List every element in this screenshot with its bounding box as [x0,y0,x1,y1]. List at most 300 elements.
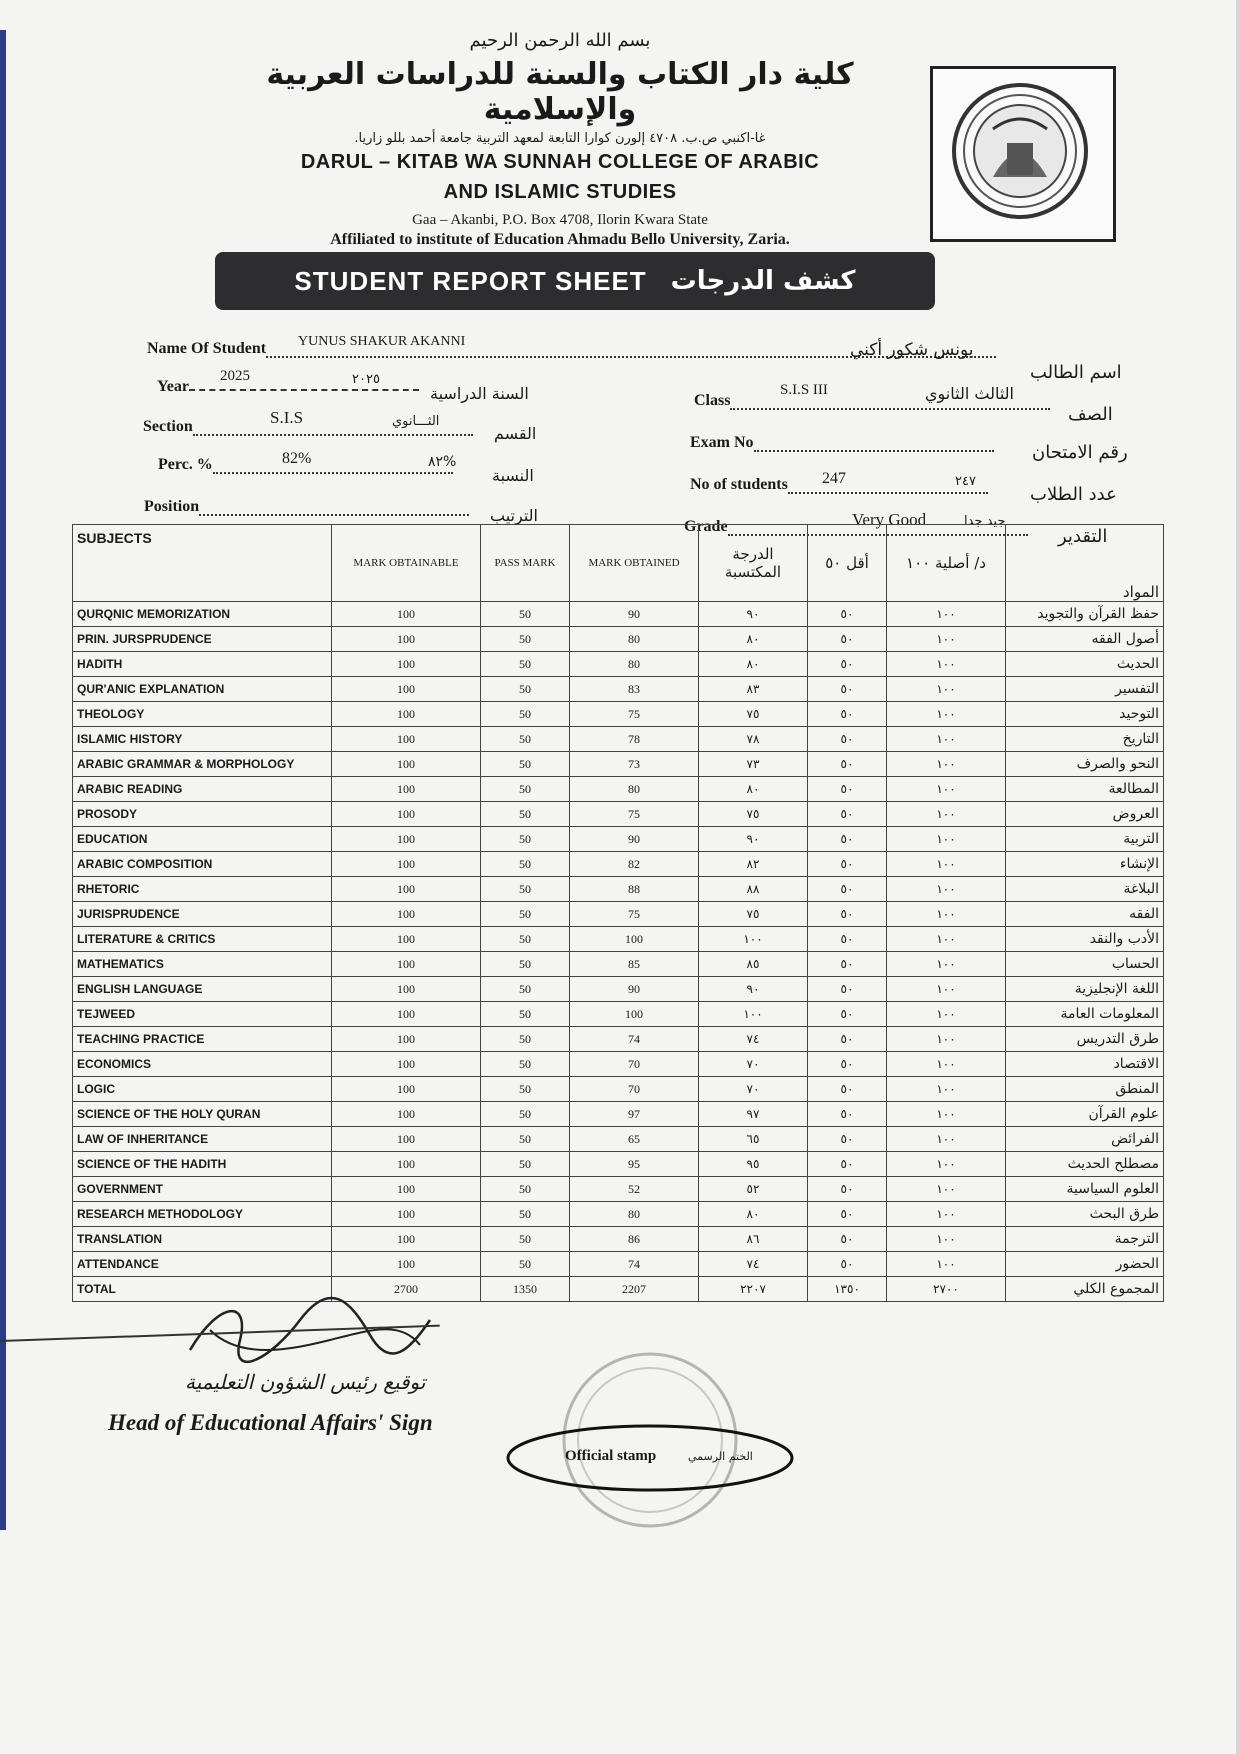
mark-obtainable: 100 [332,827,481,852]
max-mark-arabic: ١٠٠ [887,1102,1006,1127]
mark-obtained: 80 [570,1202,699,1227]
min-mark-arabic: ٥٠ [808,977,887,1002]
min-mark-arabic: ٥٠ [808,927,887,952]
mark-obtained-arabic: ١٠٠ [699,927,808,952]
mark-obtained-arabic: ٩٠ [699,827,808,852]
mark-obtained: 80 [570,627,699,652]
affiliation-line: Affiliated to institute of Education Ahmadu Bello University, Zaria. [330,231,790,248]
min-mark-arabic: ٥٠ [808,1027,887,1052]
subject-name: ARABIC GRAMMAR & MORPHOLOGY [73,752,332,777]
table-row [73,1027,1164,1052]
table-row [73,1052,1164,1077]
mark-obtained: 80 [570,777,699,802]
percentage-value: 82% [282,450,312,467]
subject-name-arabic: علوم القرآن [1006,1102,1164,1127]
subject-name-arabic: الترجمة [1006,1227,1164,1252]
min-mark-arabic: ٥٠ [808,1002,887,1027]
mark-obtained: 83 [570,677,699,702]
min-mark-arabic: ٥٠ [808,677,887,702]
class-value: S.I.S III [780,382,828,398]
mark-obtained: 90 [570,827,699,852]
mark-obtained-arabic: ٨٢ [699,852,808,877]
mark-obtainable: 100 [332,602,481,627]
pass-mark: 50 [481,802,570,827]
student-name-label: Name Of Student [147,340,267,357]
mark-obtainable: 100 [332,677,481,702]
max-mark-arabic: ١٠٠ [887,877,1006,902]
class-label-arabic: الصف [1068,404,1113,425]
percentage-label-arabic: النسبة [492,466,534,485]
mark-obtainable: 100 [332,652,481,677]
mark-obtained: 75 [570,702,699,727]
min-mark-arabic: ٥٠ [808,902,887,927]
max-mark-arabic: ١٠٠ [887,652,1006,677]
max-mark-arabic: ١٠٠ [887,602,1006,627]
subject-name-arabic: المعلومات العامة [1006,1002,1164,1027]
mark-obtained: 100 [570,1002,699,1027]
mark-obtained: 97 [570,1102,699,1127]
year-value: 2025 [220,368,250,384]
table-row [73,727,1164,752]
percentage-label: Perc. % [158,456,213,473]
subject-name: ISLAMIC HISTORY [73,727,332,752]
year-label: Year [157,378,189,395]
subject-name-arabic: الحضور [1006,1252,1164,1277]
subject-name-arabic: أصول الفقه [1006,627,1164,652]
grade-value-arabic: جيد جدا [964,514,1006,529]
max-mark-arabic: ١٠٠ [887,1202,1006,1227]
subject-name: QUR'ANIC EXPLANATION [73,677,332,702]
subject-name: ARABIC READING [73,777,332,802]
pass-mark-header: PASS MARK [481,525,570,602]
max-mark-arabic: ١٠٠ [887,1052,1006,1077]
signature-scribble-icon [180,1290,440,1380]
mark-obtainable: 100 [332,1227,481,1252]
section-label: Section [143,418,193,435]
college-logo [930,66,1116,242]
min-mark-arabic: ٥٠ [808,1152,887,1177]
pass-mark: 50 [481,1102,570,1127]
mark-obtained: 90 [570,977,699,1002]
min-mark-arabic: ٥٠ [808,752,887,777]
subject-name: TRANSLATION [73,1227,332,1252]
subject-name: PRIN. JURSPRUDENCE [73,627,332,652]
min-mark-arabic: ٥٠ [808,1252,887,1277]
mark-obtained-arabic: ٨٠ [699,652,808,677]
subject-name-arabic: البلاغة [1006,877,1164,902]
subject-name: ECONOMICS [73,1052,332,1077]
college-name-english-line1: DARUL – KITAB WA SUNNAH COLLEGE OF ARABIC [300,151,820,173]
mark-obtainable: 100 [332,702,481,727]
subject-name: TEJWEED [73,1002,332,1027]
mark-obtainable: 100 [332,902,481,927]
table-row [73,627,1164,652]
section-value-arabic: الثـــانوي [392,414,440,429]
subject-name-arabic: المطالعة [1006,777,1164,802]
class-label: Class [694,392,731,409]
max-mark-arabic: ١٠٠ [887,802,1006,827]
subject-name-arabic: النحو والصرف [1006,752,1164,777]
pass-mark: 50 [481,727,570,752]
student-name-value-arabic: يونس شكور أكني [850,340,974,360]
mark-obtainable: 100 [332,627,481,652]
year-value-arabic: ٢٠٢٥ [352,372,380,387]
subject-name-arabic: الحديث [1006,652,1164,677]
mark-obtained-arabic: ٧٤ [699,1252,808,1277]
mark-obtained-arabic: ٩٠ [699,977,808,1002]
exam-no-label-arabic: رقم الامتحان [1032,442,1128,463]
bismillah: بسم الله الرحمن الرحيم [469,30,651,51]
min-mark-arabic: ٥٠ [808,1127,887,1152]
college-address-english: Gaa – Akanbi, P.O. Box 4708, Ilorin Kwara State [412,212,708,228]
student-name-label-arabic: اسم الطالب [1030,362,1122,383]
subject-name: ATTENDANCE [73,1252,332,1277]
table-row [73,1177,1164,1202]
subject-name-arabic: المجموع الكلي [1006,1277,1164,1302]
max-mark-arabic: ٢٧٠٠ [887,1277,1006,1302]
pass-mark: 50 [481,677,570,702]
subject-name-arabic: الفرائض [1006,1127,1164,1152]
min-mark-arabic: ٥٠ [808,1052,887,1077]
subject-name: THEOLOGY [73,702,332,727]
subject-name-arabic: الاقتصاد [1006,1052,1164,1077]
max-mark-arabic: ١٠٠ [887,752,1006,777]
subject-name: ENGLISH LANGUAGE [73,977,332,1002]
mark-obtained-arabic: ٩٠ [699,602,808,627]
subject-name: TOTAL [73,1277,332,1302]
subject-name-arabic: حفظ القرآن والتجويد [1006,602,1164,627]
pass-mark: 50 [481,902,570,927]
mark-obtained-arabic: ٨٠ [699,627,808,652]
max-mark-arabic: ١٠٠ [887,902,1006,927]
max-mark-arabic: ١٠٠ [887,1077,1006,1102]
pass-mark: 50 [481,1177,570,1202]
report-title-banner [215,252,935,310]
mark-obtainable: 100 [332,1152,481,1177]
subject-name-arabic: المنطق [1006,1077,1164,1102]
student-name-value: YUNUS SHAKUR AKANNI [298,334,466,349]
min-mark-arabic: ٥٠ [808,802,887,827]
subject-name: SCIENCE OF THE HOLY QURAN [73,1102,332,1127]
stamp-label-arabic: الختم الرسمي [688,1450,753,1463]
table-row [73,752,1164,777]
mark-obtained: 90 [570,602,699,627]
signature-label-arabic: توقيع رئيس الشؤون التعليمية [185,1370,426,1394]
subjects-arabic-header: المواد [1006,525,1164,602]
mark-obtained-arabic: ٨٣ [699,677,808,702]
max-mark-arabic: ١٠٠ [887,777,1006,802]
min-mark-arabic: ١٣٥٠ [808,1277,887,1302]
min-mark-arabic: ٥٠ [808,627,887,652]
table-row [73,777,1164,802]
mark-obtained: 70 [570,1052,699,1077]
max-arabic-header: د/ أصلية ١٠٠ [887,525,1006,602]
mark-obtained: 88 [570,877,699,902]
mark-obtainable: 100 [332,877,481,902]
max-mark-arabic: ١٠٠ [887,927,1006,952]
subject-name-arabic: الفقه [1006,902,1164,927]
min-mark-arabic: ٥٠ [808,1202,887,1227]
pass-mark: 50 [481,1227,570,1252]
max-mark-arabic: ١٠٠ [887,1152,1006,1177]
mark-obtainable: 100 [332,1177,481,1202]
percentage-value-arabic: ٨٢% [428,454,457,470]
college-seal-icon [933,69,1107,233]
min-mark-arabic: ٥٠ [808,602,887,627]
pass-mark: 50 [481,1052,570,1077]
signature-label-english: Head of Educational Affairs' Sign [108,1410,433,1435]
max-mark-arabic: ١٠٠ [887,677,1006,702]
table-row [73,1077,1164,1102]
mark-obtained: 70 [570,1077,699,1102]
section-value: S.I.S [270,408,304,427]
mark-obtained: 85 [570,952,699,977]
students-count-label: No of students [690,476,788,493]
mark-obtained: 65 [570,1127,699,1152]
subject-name: MATHEMATICS [73,952,332,977]
college-header [200,30,920,249]
mark-obtainable: 100 [332,1002,481,1027]
mark-obtainable: 100 [332,1102,481,1127]
mark-obtained-arabic: ١٠٠ [699,1002,808,1027]
subject-name: PROSODY [73,802,332,827]
mark-obtained: 74 [570,1027,699,1052]
min-mark-arabic: ٥٠ [808,877,887,902]
subject-name-arabic: العروض [1006,802,1164,827]
subject-name-arabic: التربية [1006,827,1164,852]
table-row [73,802,1164,827]
mark-obtained-arabic: ٧٨ [699,727,808,752]
class-value-arabic: الثالث الثانوي [925,384,1014,403]
mark-obtained-arabic: ٩٥ [699,1152,808,1177]
subject-name: HADITH [73,652,332,677]
subject-name: EDUCATION [73,827,332,852]
pass-mark: 50 [481,827,570,852]
max-mark-arabic: ١٠٠ [887,1252,1006,1277]
pass-mark: 50 [481,1202,570,1227]
mark-obtainable: 100 [332,1027,481,1052]
min-mark-arabic: ٥٠ [808,1102,887,1127]
subject-name-arabic: التفسير [1006,677,1164,702]
table-row [73,1202,1164,1227]
students-count-label-arabic: عدد الطلاب [1030,484,1117,505]
max-mark-arabic: ١٠٠ [887,1227,1006,1252]
max-mark-arabic: ١٠٠ [887,627,1006,652]
min-mark-arabic: ٥٠ [808,1077,887,1102]
max-mark-arabic: ١٠٠ [887,1177,1006,1202]
max-mark-arabic: ١٠٠ [887,852,1006,877]
students-count-value: 247 [822,470,846,487]
mark-obtained: 75 [570,902,699,927]
table-row [73,1127,1164,1152]
mark-obtained: 100 [570,927,699,952]
max-mark-arabic: ١٠٠ [887,952,1006,977]
subject-name-arabic: التاريخ [1006,727,1164,752]
subject-name-arabic: اللغة الإنجليزية [1006,977,1164,1002]
mark-obtained-arabic: ٧٠ [699,1052,808,1077]
pass-mark: 50 [481,652,570,677]
pass-mark: 50 [481,1027,570,1052]
mark-obtained: 52 [570,1177,699,1202]
min-arabic-header: أقل ٥٠ [808,525,887,602]
pass-mark: 50 [481,602,570,627]
table-row [73,1227,1164,1252]
pass-mark: 50 [481,877,570,902]
mark-obtained: 95 [570,1152,699,1177]
min-mark-arabic: ٥٠ [808,1177,887,1202]
mark-obtained-arabic: ٨٠ [699,777,808,802]
mark-obtained-arabic: ٩٧ [699,1102,808,1127]
pass-mark: 50 [481,1127,570,1152]
subject-name: LITERATURE & CRITICS [73,927,332,952]
exam-no-label: Exam No [690,434,754,451]
grades-table [72,524,1164,1302]
pass-mark: 50 [481,1152,570,1177]
mark-obtainable: 100 [332,977,481,1002]
table-row [73,602,1164,627]
page-left-edge [0,30,6,1530]
mark-obtainable: 100 [332,1252,481,1277]
mark-obtained-arabic: ٥٢ [699,1177,808,1202]
max-mark-arabic: ١٠٠ [887,1127,1006,1152]
pass-mark: 50 [481,952,570,977]
grade-label: Grade [684,518,728,535]
grade-value: Very Good [852,510,927,529]
subject-name: TEACHING PRACTICE [73,1027,332,1052]
min-mark-arabic: ٥٠ [808,827,887,852]
table-row [73,977,1164,1002]
official-stamp-icon [500,1340,820,1540]
grade-label-arabic: التقدير [1058,526,1108,547]
subject-name: JURISPRUDENCE [73,902,332,927]
mark-obtained: 80 [570,652,699,677]
mark-obtained: 73 [570,752,699,777]
page-right-edge [1236,0,1240,1754]
mark-obtained-arabic: ٨٨ [699,877,808,902]
mark-obtained: 86 [570,1227,699,1252]
mark-obtained-arabic: ٧٤ [699,1027,808,1052]
min-mark-arabic: ٥٠ [808,777,887,802]
pass-mark: 50 [481,1077,570,1102]
mark-obtained: 82 [570,852,699,877]
mark-obtained-arabic: ٧٥ [699,702,808,727]
mark-obtained: 75 [570,802,699,827]
position-label: Position [144,498,200,515]
mark-obtainable: 100 [332,927,481,952]
table-row [73,952,1164,977]
subject-name: RHETORIC [73,877,332,902]
pass-mark: 50 [481,852,570,877]
max-mark-arabic: ١٠٠ [887,1002,1006,1027]
min-mark-arabic: ٥٠ [808,852,887,877]
subject-name-arabic: طرق البحث [1006,1202,1164,1227]
mark-obtained-arabic: ٧٠ [699,1077,808,1102]
max-mark-arabic: ١٠٠ [887,827,1006,852]
table-row [73,702,1164,727]
table-row [73,927,1164,952]
position-label-arabic: الترتيب [490,506,538,525]
pass-mark: 1350 [481,1277,570,1302]
exam-no-field [690,434,994,452]
obtained-arabic-header: الدرجة المكتسبة [699,525,808,602]
mark-obtained-arabic: ٧٥ [699,902,808,927]
mark-obtained-arabic: ٨٥ [699,952,808,977]
max-mark-arabic: ١٠٠ [887,727,1006,752]
subject-name: ARABIC COMPOSITION [73,852,332,877]
subject-name-arabic: العلوم السياسية [1006,1177,1164,1202]
min-mark-arabic: ٥٠ [808,952,887,977]
mark-obtainable: 100 [332,852,481,877]
mark-obtainable: 100 [332,1202,481,1227]
mark-obtained-header: MARK OBTAINED [570,525,699,602]
pass-mark: 50 [481,627,570,652]
subject-name: QURQNIC MEMORIZATION [73,602,332,627]
min-mark-arabic: ٥٠ [808,652,887,677]
table-row [73,902,1164,927]
table-row [73,827,1164,852]
report-title-arabic: كشف الدرجات [670,266,856,296]
year-label-arabic: السنة الدراسية [430,384,529,403]
college-name-english-line2: AND ISLAMIC STUDIES [443,181,677,203]
college-address-arabic: غا-اكنبي ص.ب. ٤٧٠٨ إلورن كوارا التابعة لمعهد التربية جامعة أحمد بللو زاريا. [354,131,766,146]
mark-obtained-arabic: ٦٥ [699,1127,808,1152]
mark-obtained-arabic: ٨٠ [699,1202,808,1227]
position-field [144,498,469,516]
min-mark-arabic: ٥٠ [808,702,887,727]
mark-obtained: 74 [570,1252,699,1277]
subject-name: RESEARCH METHODOLOGY [73,1202,332,1227]
table-row [73,677,1164,702]
subject-name-arabic: الأدب والنقد [1006,927,1164,952]
table-row [73,1102,1164,1127]
mark-obtained-arabic: ٧٥ [699,802,808,827]
table-row [73,1002,1164,1027]
mark-obtained-arabic: ٢٢٠٧ [699,1277,808,1302]
mark-obtained-arabic: ٨٦ [699,1227,808,1252]
table-header-row [73,525,1164,602]
subject-name: LOGIC [73,1077,332,1102]
subject-name-arabic: طرق التدريس [1006,1027,1164,1052]
subject-name: SCIENCE OF THE HADITH [73,1152,332,1177]
report-title-english: STUDENT REPORT SHEET [294,265,647,296]
table-row [73,852,1164,877]
mark-obtainable: 100 [332,777,481,802]
grades-table-body [73,602,1164,1302]
pass-mark: 50 [481,927,570,952]
pass-mark: 50 [481,752,570,777]
subject-name-arabic: مصطلح الحديث [1006,1152,1164,1177]
pass-mark: 50 [481,1252,570,1277]
table-row [73,877,1164,902]
subject-name-arabic: الحساب [1006,952,1164,977]
mark-obtained-arabic: ٧٣ [699,752,808,777]
mark-obtainable-header: MARK OBTAINABLE [332,525,481,602]
mark-obtained: 2207 [570,1277,699,1302]
mark-obtainable: 2700 [332,1277,481,1302]
max-mark-arabic: ١٠٠ [887,1027,1006,1052]
mark-obtained: 78 [570,727,699,752]
mark-obtainable: 100 [332,1052,481,1077]
section-label-arabic: القسم [494,424,537,443]
mark-obtainable: 100 [332,727,481,752]
pass-mark: 50 [481,702,570,727]
mark-obtainable: 100 [332,802,481,827]
stamp-label-english: Official stamp [565,1448,657,1464]
subjects-header: SUBJECTS [73,525,332,602]
mark-obtainable: 100 [332,752,481,777]
subject-name-arabic: التوحيد [1006,702,1164,727]
subject-name: GOVERNMENT [73,1177,332,1202]
